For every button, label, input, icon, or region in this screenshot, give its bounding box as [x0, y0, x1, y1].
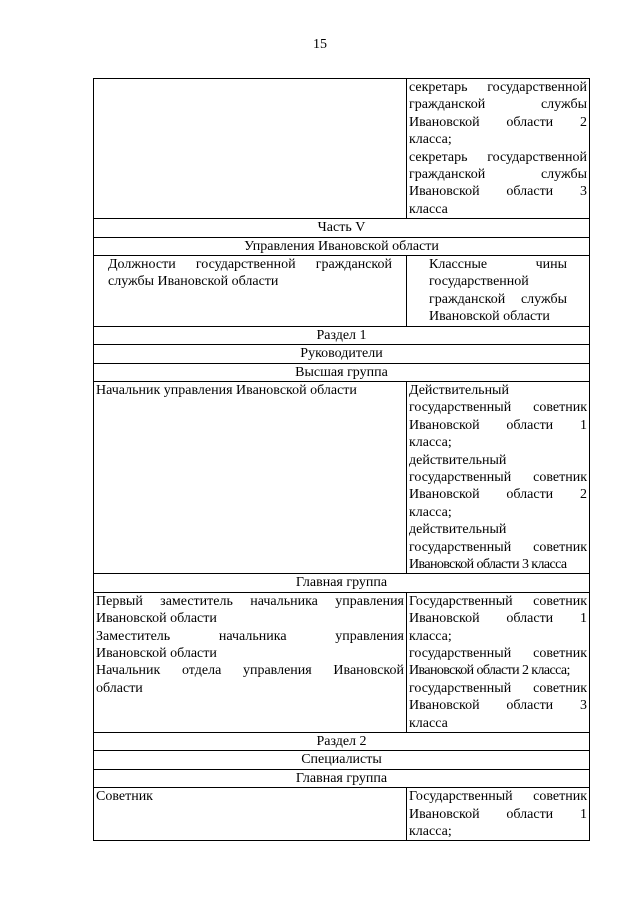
part-title: Часть V: [94, 219, 590, 237]
text-line: Ивановской области 2: [409, 487, 587, 503]
section1-group-main: Главная группа: [94, 574, 590, 592]
text-line: государственный советник: [409, 469, 587, 485]
table-row: [94, 733, 590, 751]
section1-group-higher: Высшая группа: [94, 363, 590, 381]
table-row: [94, 751, 590, 769]
continuation-right-cell: [407, 79, 590, 219]
text-line: Действительный: [409, 382, 509, 398]
section2-category: Специалисты: [94, 751, 590, 769]
text-line: государственный советник: [409, 646, 587, 661]
text-line: Ивановской области 1: [409, 417, 587, 433]
table-row: [94, 574, 590, 592]
header-positions: Должности государственной гражданской службы Ивановской области: [94, 256, 407, 327]
table-row: [94, 381, 590, 573]
text-line: Ивановской области 2 класса;: [409, 663, 570, 679]
table-row: [94, 788, 590, 841]
section2-group-main: Главная группа: [94, 769, 590, 787]
text-line: Ивановской области 3 класса: [409, 556, 567, 572]
text-line: Ивановской области: [96, 611, 217, 627]
continuation-left-cell: [94, 79, 407, 219]
table-row: [94, 219, 590, 237]
text-line: Ивановской области 2: [409, 114, 587, 130]
section1-category: Руководители: [94, 345, 590, 363]
text-line: Ивановской области: [96, 646, 217, 661]
text-line: Государственный советник: [409, 789, 587, 805]
text-line: Ивановской области 1: [409, 611, 587, 627]
adviser-position: Советник: [94, 788, 407, 841]
ranks-table: [93, 78, 590, 841]
text-line: государственный советник: [409, 680, 587, 696]
page-number: 15: [313, 37, 327, 52]
header-ranks: Классные чины государственной гражданской службы Ивановской области: [407, 256, 590, 327]
section2-title: Раздел 2: [94, 733, 590, 751]
table-row: [94, 363, 590, 381]
text-line: Начальник отдела управления Ивановской: [96, 663, 404, 679]
text-line: государственный советник: [409, 539, 587, 555]
text-line: класса;: [409, 132, 452, 148]
text-line: класса: [409, 201, 448, 217]
main-positions: [94, 592, 407, 732]
table-row: [94, 769, 590, 787]
text-line: действительный: [409, 522, 507, 538]
text-line: класса;: [409, 628, 452, 644]
text-line: Первый заместитель начальника управления: [96, 593, 404, 609]
text-line: гражданской службы: [409, 167, 587, 183]
higher-ranks: [407, 381, 590, 573]
text-line: Ивановской области 3: [409, 184, 587, 200]
table-row: [94, 592, 590, 732]
table-row: [94, 79, 590, 219]
adviser-ranks: [407, 788, 590, 841]
text-line: гражданской службы: [409, 97, 587, 113]
text-line: действительный: [409, 452, 507, 468]
table-row: [94, 237, 590, 255]
table-row: [94, 345, 590, 363]
section1-title: Раздел 1: [94, 326, 590, 344]
table-row: [94, 326, 590, 344]
main-ranks: [407, 592, 590, 732]
table-header-row: [94, 256, 590, 327]
text-line: класса;: [409, 504, 452, 520]
text-line: секретарь государственной: [409, 80, 587, 95]
text-line: Ивановской области 3: [409, 698, 587, 714]
text-line: Государственный советник: [409, 593, 587, 609]
higher-position: Начальник управления Ивановской области: [94, 381, 407, 573]
text-line: области: [96, 680, 143, 696]
text-line: класса;: [409, 435, 452, 451]
part-subtitle: Управления Ивановской области: [94, 237, 590, 255]
text-line: государственный советник: [409, 400, 587, 416]
text-line: Заместитель начальника управления: [96, 628, 404, 644]
text-line: Ивановской области 1: [409, 806, 587, 822]
text-line: класса: [409, 715, 448, 731]
text-line: секретарь государственной: [409, 149, 587, 165]
text-line: класса;: [409, 824, 452, 840]
